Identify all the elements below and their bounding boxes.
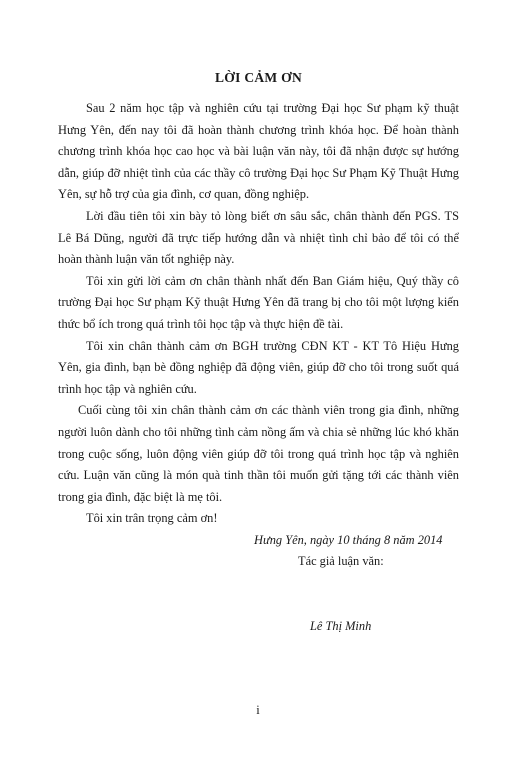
paragraph-thanks-supervisor: Lời đầu tiên tôi xin bày tỏ lòng biết ơn sâu sắc, chân thành đến PGS. TS Lê Bá Dũng, người đã trực tiếp hướng dẫn và nhiệt tình chỉ bảo để tôi có thể hoàn thành luận văn tốt nghiệp này.	[58, 208, 459, 267]
signature-date: Hưng Yên, ngày 10 tháng 8 năm 2014	[254, 532, 443, 547]
page-title: LỜI CẢM ƠN	[215, 70, 302, 85]
acknowledgement-page	[58, 68, 459, 638]
page-number: i	[256, 703, 260, 717]
paragraph-thanks-family: Cuối cùng tôi xin chân thành cảm ơn các thành viên trong gia đình, những người luôn dành cho tôi những tình cảm nồng ấm và chia sẻ những lúc khó khăn trong cuộc sống, luôn động viên giúp đỡ tôi trong quá trình học tập và nghiên cứu. Luận văn cũng là món quà tinh thần tôi muốn gửi tặng tới các thành viên trong gia đình, đặc biệt là mẹ tôi.	[58, 403, 459, 504]
paragraph-study-intro: Sau 2 năm học tập và nghiên cứu tại trường Đại học Sư phạm kỹ thuật Hưng Yên, đến nay tôi đã hoàn thành chương trình khóa học. Để hoàn thành chương trình khóa học cao học và bài luận văn này, tôi đã nhận được sự hướng dẫn, giúp đỡ nhiệt tình của các thầy cô trường Đại học Sư Phạm Kỹ Thuật Hưng Yên, sự hỗ trợ của gia đình, cơ quan, đồng nghiệp.	[58, 101, 459, 202]
signature-block	[58, 530, 459, 638]
paragraph-thanks-colleagues: Tôi xin chân thành cảm ơn BGH trường CĐN KT - KT Tô Hiệu Hưng Yên, gia đình, bạn bè đồng nghiệp đã động viên, giúp đỡ cho tôi trong suốt quá trình học tập và nghiên cứu.	[58, 338, 459, 396]
signature-name: Lê Thị Minh	[310, 619, 372, 634]
paragraph-thanks-school: Tôi xin gửi lời cảm ơn chân thành nhất đến Ban Giám hiệu, Quý thầy cô trường Đại học Sư phạm Kỹ thuật Hưng Yên đã trang bị cho tôi một lượng kiến thức bổ ích trong quá trình tôi học tập và thực hiện đề tài.	[58, 273, 459, 331]
paragraph-closing: Tôi xin trân trọng cảm ơn!	[86, 511, 218, 526]
signature-role: Tác giả luận văn:	[298, 554, 384, 569]
